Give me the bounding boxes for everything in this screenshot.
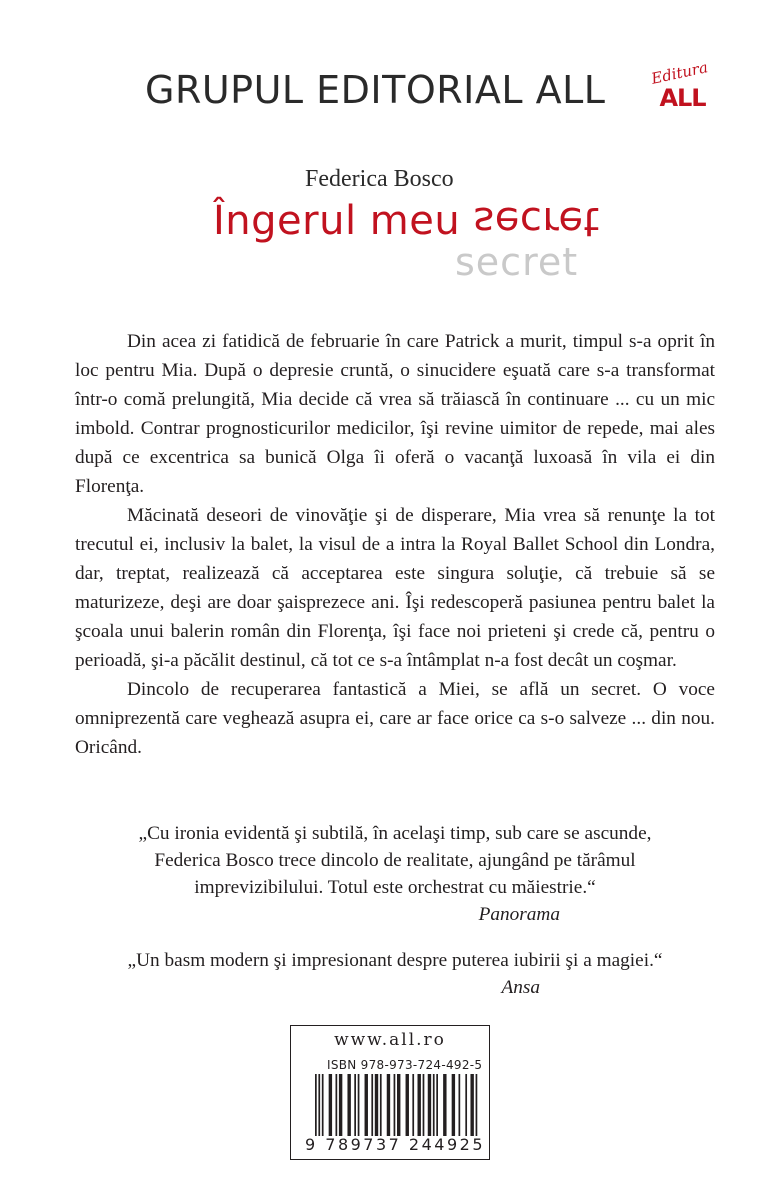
barcode-bar xyxy=(371,1074,373,1136)
book-title-main: Îngerul meu xyxy=(213,198,474,244)
barcode-bar xyxy=(423,1074,425,1136)
barcode-bar xyxy=(318,1074,320,1136)
barcode-bar xyxy=(397,1074,400,1136)
barcode-bar xyxy=(394,1074,396,1136)
barcode-bar xyxy=(380,1074,382,1136)
author-name: Federica Bosco xyxy=(305,166,454,192)
barcode-bar xyxy=(428,1074,431,1136)
barcode-bar xyxy=(354,1074,356,1136)
barcode-bar xyxy=(336,1074,338,1136)
barcode-bar xyxy=(459,1074,461,1136)
barcode-box xyxy=(290,1025,490,1160)
publisher-header xyxy=(145,58,710,120)
book-title-echo: secret xyxy=(455,240,579,284)
barcode-bar xyxy=(315,1074,317,1136)
barcode-bar xyxy=(375,1074,378,1136)
review-quote xyxy=(110,947,680,1001)
barcode-bar xyxy=(452,1074,455,1136)
barcode-bar xyxy=(365,1074,368,1136)
publisher-website: www.all.ro xyxy=(334,1030,446,1050)
barcode-digits: 9 789737 244925 xyxy=(305,1135,486,1154)
barcode-bar xyxy=(347,1074,350,1136)
review-quote-text: „Cu ironia evidentă şi subtilă, în acelaşi timp, sub care se ascunde, Federica Bosco trece dincolo de realitate, ajungând pe tărâmul imprevizibilului. Totul este orchestrat cu măiestrie.“ xyxy=(138,823,652,898)
blurb-paragraph: Măcinată deseori de vinovăţie şi de disperare, Mia vrea să renunţe la tot trecutul ei, inclusiv la balet, la visul de a intra la Royal Ballet School din Londra, dar, treptat, realizează că acceptarea este singura soluţie, că trebuie să se maturizeze, deşi are doar şaisprezece ani. Îşi redescoperă pasiunea pentru balet la şcoala unui balerin român din Florenţa, îşi face noi prieteni şi crede că, pentru o perioadă, şi-a păcălit destinul, că tot ce s-a întâmplat n-a fost decât un coşmar. xyxy=(75,505,715,671)
barcode-bar xyxy=(358,1074,360,1136)
blurb-paragraph: Dincolo de recuperarea fantastică a Miei, se află un secret. O voce omniprezentă care veghează asupra ei, care ar face orice ca s-o salveze ... din nou. Oricând. xyxy=(75,679,715,758)
book-title-reflected: secret xyxy=(473,198,600,244)
barcode-bar xyxy=(387,1074,390,1136)
logo-script: Editura xyxy=(650,58,710,88)
review-quote-source: Panorama xyxy=(478,904,560,925)
isbn-label: ISBN 978-973-724-492-5 xyxy=(327,1058,483,1072)
review-quote xyxy=(110,820,680,928)
barcode-bar xyxy=(406,1074,409,1136)
review-quote-text: „Un basm modern şi impresionant despre puterea iubirii şi a magiei.“ xyxy=(127,950,663,971)
barcode-bar xyxy=(476,1074,478,1136)
barcode-bar xyxy=(465,1074,467,1136)
barcode-bar xyxy=(412,1074,414,1136)
logo-mark: ALL xyxy=(659,84,706,112)
barcode-bar xyxy=(339,1074,342,1136)
barcode-bar xyxy=(443,1074,446,1136)
barcode-bar xyxy=(329,1074,332,1136)
barcode-bar xyxy=(470,1074,473,1136)
barcode-bar xyxy=(433,1074,435,1136)
blurb-paragraph: Din acea zi fatidică de februarie în care Patrick a murit, timpul s-a oprit în loc pentru Mia. După o depresie cruntă, o sinucidere eşuată care s-a transformat într-o comă prelungită, Mia decide că vrea să trăiască în continuare ... cu un mic imbold. Contrar prognosticurilor medicilor, îşi revine uimitor de repede, mai ales după ce excentrica sa bunică Olga îi oferă o vacanţă luxoasă în vila ei din Florenţa. xyxy=(75,331,715,497)
barcode-bar xyxy=(436,1074,438,1136)
book-blurb xyxy=(75,327,715,762)
barcode-bar xyxy=(322,1074,324,1136)
barcode-bars xyxy=(313,1074,481,1136)
barcode-bar xyxy=(418,1074,421,1136)
review-quote-source: Ansa xyxy=(501,977,540,998)
publisher-name: GRUPUL EDITORIAL ALL xyxy=(145,68,606,112)
book-title xyxy=(213,198,600,244)
